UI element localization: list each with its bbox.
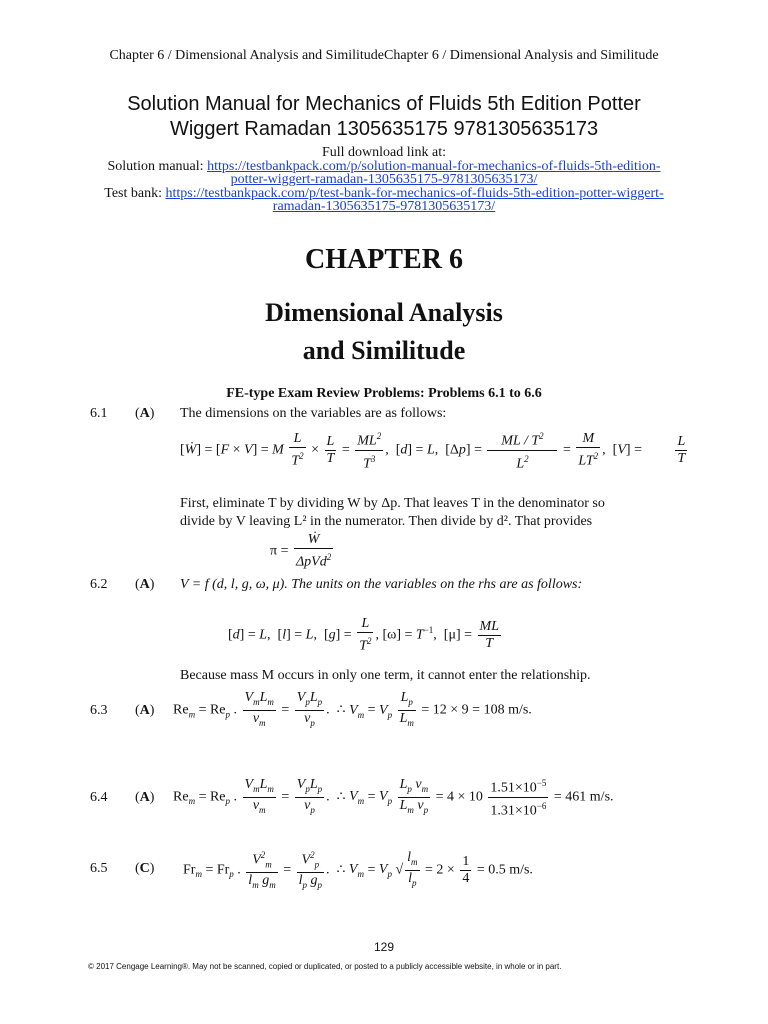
problem-6-2-equation: [d] = L, [l] = L, [g] = $\frac{L}{T^2}$ , $[\omega] = T^{-1}$, [μ] = $\frac{ML}{T}$ — [228, 616, 499, 654]
solution-manual-line2 — [0, 172, 768, 187]
page-number: 129 — [373, 940, 395, 954]
problem-6-1-answer: (A) — [135, 406, 155, 421]
problem-6-5-number: 6.5 — [90, 861, 108, 876]
chapter-heading: CHAPTER 6 — [305, 244, 463, 275]
problem-6-2-answer: (A) — [135, 577, 155, 592]
problem-6-4-result: = 461 m/s. — [553, 789, 614, 805]
problem-6-5-answer: (C) — [135, 861, 155, 876]
problem-6-3-number: 6.3 — [90, 703, 108, 718]
test-bank-label: Test bank: — [104, 186, 166, 201]
section-heading: FE-type Exam Review Problems: Problems 6.1 to 6.6 — [226, 386, 542, 401]
download-label: Full download link at: — [321, 145, 447, 160]
problem-6-2-number: 6.2 — [90, 577, 108, 592]
problem-6-1-equation: [Ẇ] = [F × V] = M $\frac{L}{T^2}$ × $\frac{L}{T}$ = $\frac{ML^2}{T^3}$ , [d] = L, [Δp] = $\frac{ML / T^2}{L^2}$ = $\frac{M}{LT^2}$ , [V] = $\frac{L}{T}$ — [180, 428, 689, 472]
document-title-line2: Wiggert Ramadan 1305635175 9781305635173 — [169, 118, 599, 140]
test-bank-line2 — [0, 199, 768, 214]
test-bank-link-cont[interactable]: ramadan-1305635175-9781305635173/ — [272, 199, 496, 214]
problem-6-2-text1: Because mass M occurs in only one term, it cannot enter the relationship. — [180, 668, 591, 683]
problem-6-4-number: 6.4 — [90, 790, 108, 805]
test-bank-link[interactable]: https://testbankpack.com/p/test-bank-for-mechanics-of-fluids-5th-edition-potter-wiggert- — [165, 186, 664, 201]
problem-6-1-number: 6.1 — [90, 406, 108, 421]
problem-6-3-answer: (A) — [135, 703, 155, 718]
document-title-line1: Solution Manual for Mechanics of Fluids 5th Edition Potter — [127, 93, 641, 115]
problem-6-4-answer: (A) — [135, 790, 155, 805]
running-header: Chapter 6 / Dimensional Analysis and SimilitudeChapter 6 / Dimensional Analysis and Similitude — [109, 48, 659, 63]
chapter-title-line1: Dimensional Analysis — [265, 298, 503, 327]
problem-6-5-result: = 0.5 m/s. — [476, 862, 533, 878]
solution-manual-link-cont[interactable]: potter-wiggert-ramadan-1305635175-9781305635173/ — [230, 172, 538, 187]
problem-6-5-equation: $Fr_m = Fr_p$ . $\frac{V^2_m}{l_m g_m}$ = $\frac{V^2_p}{l_p g_p}$ . ∴ $V_m = V_p$ √ $\frac{l_m}{l_p}$ = 2 × $\frac{1}{4}$ = 0.5 m/s. — [183, 847, 533, 893]
problem-6-1-text1: First, eliminate T by dividing W by Δp. That leaves T in the denominator so — [180, 496, 605, 511]
problem-6-1-intro: The dimensions on the variables are as follows: — [180, 406, 447, 421]
problem-6-4-equation: $Re_m = Re_p$ . $\frac{V_mL_m}{\nu_m}$ = $\frac{V_pL_p}{\nu_p}$ . ∴ $V_m = V_p$ $\frac{L_p \nu_m}{L_m \nu_p}$ = 4 × 10 $\frac{1.51\times 10^{-5}}{1.31\times 10^{-6}}$ = 461 m/s. — [173, 776, 614, 819]
copyright-footer: © 2017 Cengage Learning®. May not be scanned, copied or duplicated, or posted to a publicly accessible website, in whole or in part. — [88, 962, 562, 971]
chapter-title-line2: and Similitude — [302, 336, 466, 365]
solution-manual-label: Solution manual: — [107, 159, 208, 174]
problem-6-3-equation: $Re_m = Re_p$ . $\frac{V_mL_m}{\nu_m}$ = $\frac{V_pL_p}{\nu_p}$ . ∴ $V_m = V_p$ $\frac{L_p}{L_m}$ = 12 × 9 = 108 m/s. — [173, 690, 532, 728]
problem-6-3-result: = 12 × 9 = 108 m/s. — [421, 702, 532, 718]
solution-manual-link[interactable]: https://testbankpack.com/p/solution-manual-for-mechanics-of-fluids-5th-edition- — [207, 159, 661, 174]
problem-6-1-text2: divide by V leaving L² in the numerator. Then divide by d². That provides — [180, 514, 593, 529]
problem-6-2-intro: V = f (d, l, g, ω, μ). The units on the variables on the rhs are as follows: — [180, 577, 583, 592]
problem-6-1-pi: π = $\frac{Ẇ}{\Delta pVd^2}$ — [270, 532, 332, 570]
